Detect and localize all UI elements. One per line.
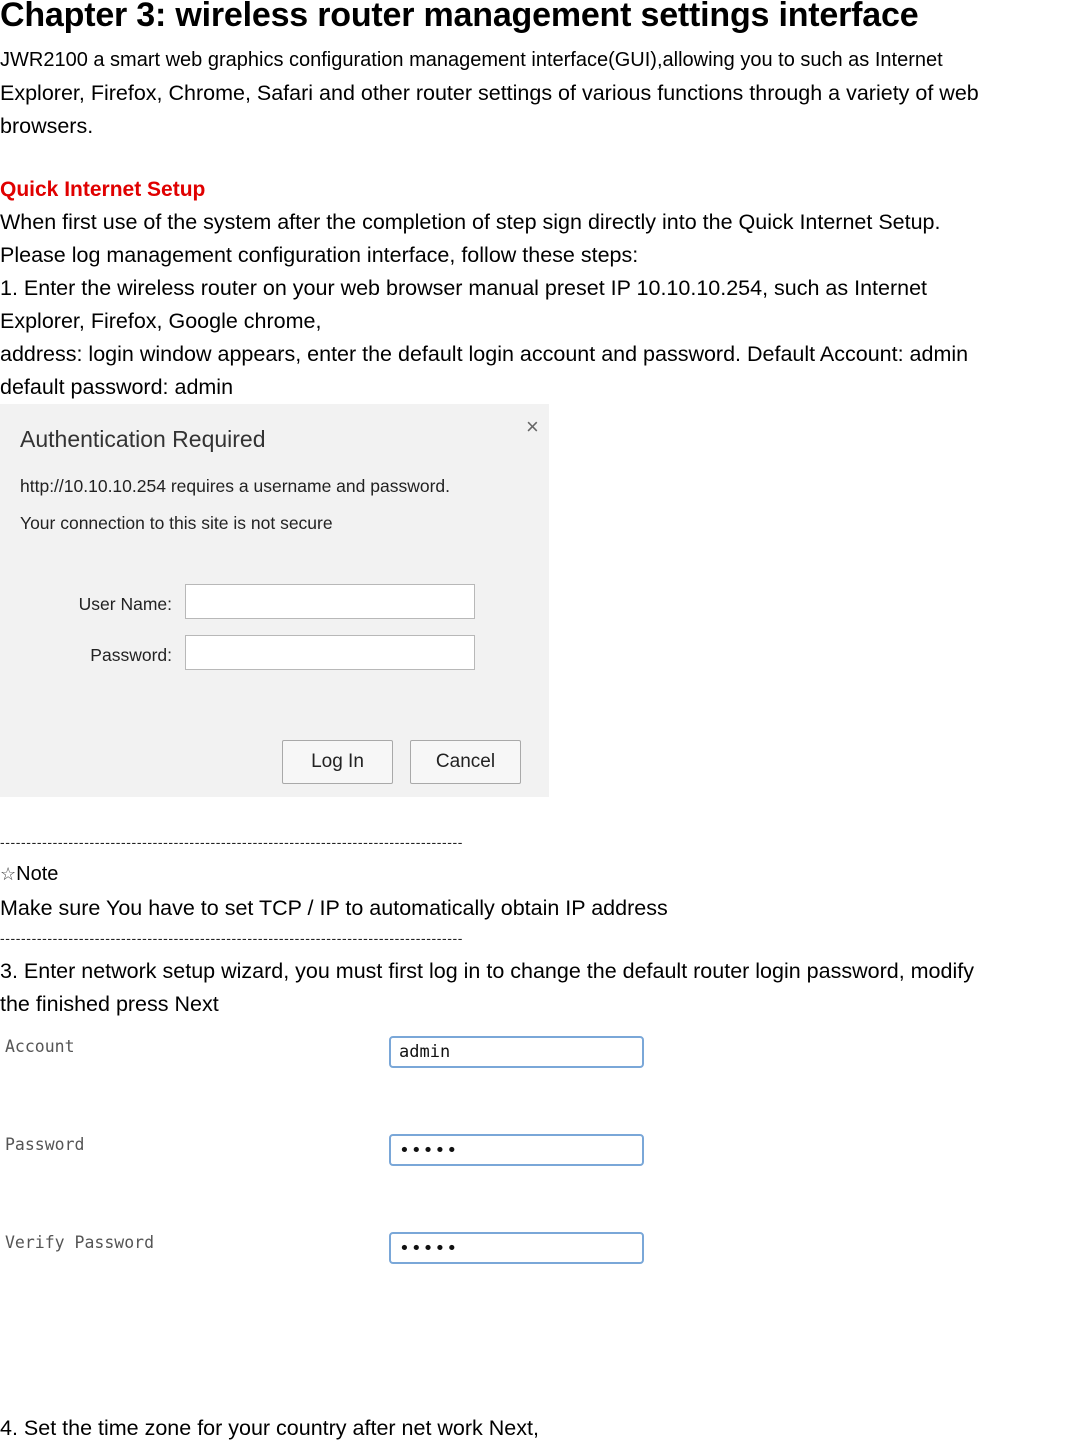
divider-bottom: ---------------------------------------------------------------------------------------- — [0, 930, 464, 946]
steps-line-6: default password: admin — [0, 375, 234, 399]
intro-line-3: browsers. — [0, 114, 94, 138]
steps-line-2: Please log management configuration interface, follow these steps: — [0, 243, 639, 267]
wizard-password-input[interactable]: ••••• — [389, 1134, 644, 1166]
steps-line-1: When first use of the system after the completion of step sign directly into the Quick Internet Setup. — [0, 210, 941, 234]
username-label: User Name: — [78, 594, 172, 614]
account-input[interactable]: admin — [389, 1036, 644, 1068]
account-label: Account — [5, 1037, 75, 1056]
divider-top: ---------------------------------------------------------------------------------------- — [0, 834, 464, 850]
password-input[interactable] — [185, 635, 475, 670]
note-heading — [0, 863, 58, 886]
steps-line-5: address: login window appears, enter the default login account and password. Default Account: admin — [0, 342, 969, 366]
intro-line-2: Explorer, Firefox, Chrome, Safari and other router settings of various functions through a variety of web — [0, 81, 979, 105]
auth-dialog — [0, 404, 549, 797]
steps-line-4: Explorer, Firefox, Google chrome, — [0, 309, 322, 333]
star-icon: ☆ — [0, 864, 17, 884]
note-text: Make sure You have to set TCP / IP to automatically obtain IP address — [0, 896, 668, 920]
username-input[interactable] — [185, 584, 475, 619]
login-button[interactable]: Log In — [282, 740, 393, 784]
step3-line-1: 3. Enter network setup wizard, you must first log in to change the default router login password, modify — [0, 959, 974, 983]
page-title: Chapter 3: wireless router management settings interface — [0, 0, 919, 34]
wizard-password-label: Password — [5, 1135, 85, 1154]
verify-password-label: Verify Password — [5, 1233, 155, 1252]
step3-line-2: the finished press Next — [0, 992, 219, 1016]
auth-dialog-title: Authentication Required — [20, 426, 266, 452]
intro-line-1: JWR2100 a smart web graphics configuration management interface(GUI),allowing you to such as Internet — [0, 49, 943, 71]
close-icon[interactable]: × — [526, 414, 539, 439]
auth-dialog-message: http://10.10.10.254 requires a username and password. — [20, 476, 450, 496]
password-label: Password: — [90, 645, 172, 665]
steps-line-3: 1. Enter the wireless router on your web browser manual preset IP 10.10.10.254, such as Internet — [0, 276, 928, 300]
section-title: Quick Internet Setup — [0, 178, 206, 201]
verify-password-input[interactable]: ••••• — [389, 1232, 644, 1264]
note-label: Note — [16, 863, 59, 885]
step4-text: 4. Set the time zone for your country after net work Next, — [0, 1416, 539, 1440]
auth-dialog-warning: Your connection to this site is not secure — [20, 513, 333, 533]
cancel-button[interactable]: Cancel — [410, 740, 521, 784]
